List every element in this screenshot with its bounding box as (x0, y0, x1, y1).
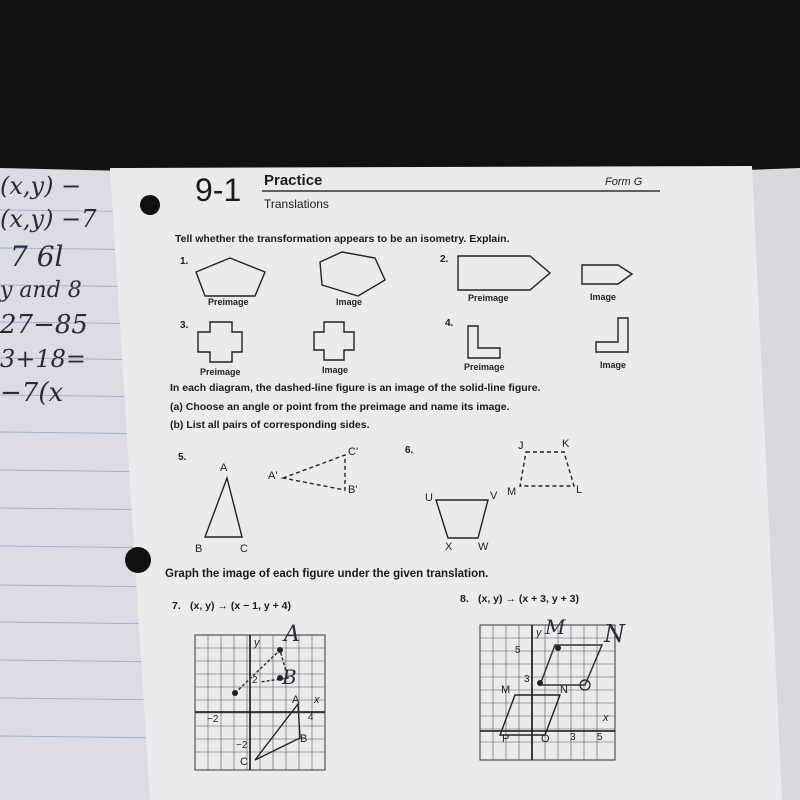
p7-hw-point (232, 690, 238, 696)
section2-part-a: (a) Choose an angle or point from the preimage and name its image. (170, 401, 510, 413)
section2-instruction: In each diagram, the dashed-line figure is an image of the solid-line figure. (170, 382, 541, 394)
p7-x-axis-label: x (314, 694, 320, 706)
p8-point-o: O (541, 733, 550, 745)
problem-number: 1. (180, 256, 189, 267)
p7-point-a: A (292, 694, 300, 706)
worksheet-title: Practice (264, 172, 323, 189)
p7-y-axis-label: y (254, 637, 260, 649)
worksheet-subtitle: Translations (264, 197, 329, 211)
problem-number: 5. (178, 452, 187, 463)
lesson-number: 9-1 (195, 172, 242, 208)
p8-rule: (x, y) → (x + 3, y + 3) (478, 593, 579, 605)
point-label-j: J (518, 440, 524, 452)
notebook-note: 7 6l (10, 240, 64, 273)
p7-tick-label: −2 (236, 740, 248, 751)
p8-tick-label: 5 (515, 645, 521, 656)
p4-preimage-label: Preimage (464, 362, 505, 372)
section3-instruction: Graph the image of each figure under the given translation. (165, 568, 489, 580)
notebook-note: (x,y) − (0, 172, 82, 200)
p8-point-m: M (501, 684, 511, 696)
problem-number: 8. (460, 593, 469, 605)
binder-hole-bottom (125, 547, 151, 573)
section2-part-b: (b) List all pairs of corresponding sides. (170, 419, 370, 431)
p3-preimage-label: Preimage (200, 367, 241, 377)
point-label-b-prime: B' (348, 484, 358, 496)
p7-tick-label: 4 (308, 712, 314, 723)
p8-point-n: N (560, 684, 568, 696)
p8-tick-label: 5 (597, 732, 603, 743)
p7-hw-label-b: B (282, 665, 297, 689)
p7-rule: (x, y) → (x − 1, y + 4) (190, 600, 291, 612)
p3-image-label: Image (322, 365, 349, 375)
p8-x-axis-label: x (603, 712, 609, 724)
point-label-c: C (240, 543, 248, 555)
p7-point-b: B (300, 733, 308, 745)
point-label-c-prime: C' (348, 446, 359, 458)
point-label-k: K (562, 438, 570, 450)
problem-number: 2. (440, 254, 449, 265)
p7-point-c: C (240, 756, 248, 768)
problem-number: 6. (405, 445, 414, 456)
point-label-w: W (478, 541, 489, 553)
p2-preimage-label: Preimage (468, 293, 509, 303)
point-label-b: B (195, 543, 203, 555)
binder-hole-top (140, 195, 160, 215)
form-label: Form G (605, 176, 643, 188)
p7-tick-label: 2 (252, 675, 258, 686)
p8-hw-point (537, 680, 543, 686)
notebook-note: −7(x (0, 378, 64, 408)
p8-hw-label-n: N (604, 620, 625, 648)
problem-number: 7. (172, 600, 181, 612)
p7-hw-point (277, 647, 283, 653)
p2-image-label: Image (590, 292, 617, 302)
p8-tick-label: 3 (524, 674, 530, 685)
p8-tick-label: 3 (570, 732, 576, 743)
p7-tick-label: −2 (207, 714, 219, 725)
notebook-note: y and 8 (0, 278, 82, 303)
problem-number: 4. (445, 318, 454, 329)
p8-hw-label-m: M (545, 615, 566, 639)
p8-point-p: P (502, 733, 510, 745)
point-label-a-prime: A' (268, 470, 278, 482)
p4-image-label: Image (600, 360, 627, 370)
notebook-note: 27−85 (0, 310, 88, 340)
section1-instruction: Tell whether the transformation appears to be an isometry. Explain. (175, 233, 510, 245)
point-label-u: U (425, 492, 433, 504)
p8-y-axis-label: y (536, 627, 542, 639)
notebook-note: 3+18= (0, 345, 87, 373)
p1-preimage-label: Preimage (208, 297, 249, 307)
point-label-x: X (445, 541, 453, 553)
notebook-note: (x,y) −7 (0, 205, 97, 233)
point-label-a: A (220, 462, 228, 474)
problem-number: 3. (180, 320, 189, 331)
p7-hw-label-a: A (284, 622, 300, 647)
point-label-l: L (576, 484, 583, 496)
point-label-m: M (507, 486, 517, 498)
p1-image-label: Image (336, 297, 363, 307)
p8-hw-point (555, 645, 561, 651)
point-label-v: V (490, 490, 498, 502)
